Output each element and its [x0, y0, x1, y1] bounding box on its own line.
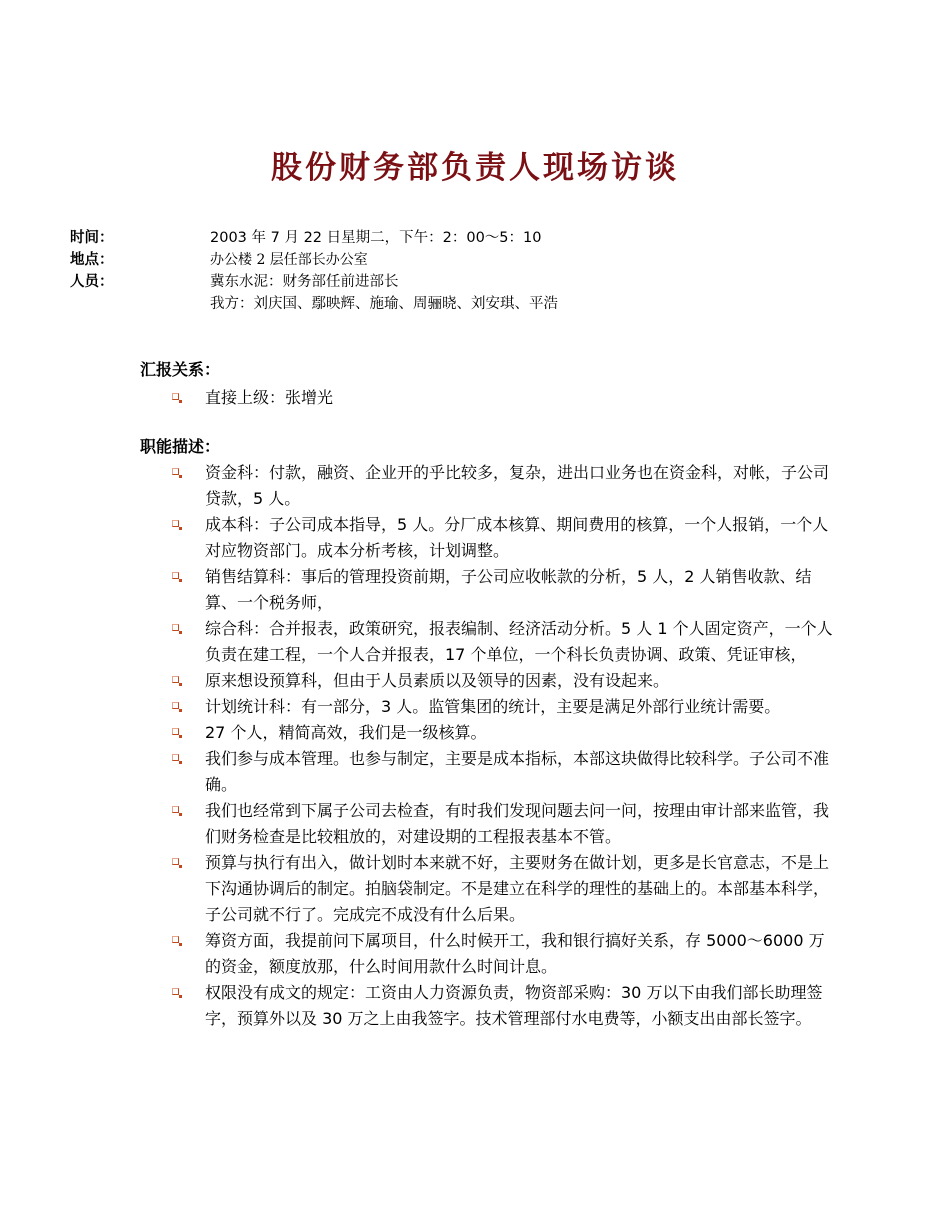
list-item-text: 综合科：合并报表，政策研究，报表编制、经济活动分析。5 人 1 个人固定资产，一个人负责在建工程，一个人合并报表，17 个单位，一个科长负责协调、政策、凭证审核， — [205, 619, 833, 664]
list-item-text: 资金科：付款，融资、企业开的乎比较多，复杂，进出口业务也在资金科，对帐，子公司贷款，5 人。 — [205, 463, 830, 508]
list-item-text: 计划统计科：有一部分，3 人。监管集团的统计，主要是满足外部行业统计需要。 — [205, 697, 781, 716]
list-item — [140, 850, 840, 928]
square-bullet-icon — [172, 702, 179, 709]
square-bullet-icon — [172, 728, 179, 735]
list-item — [140, 512, 840, 564]
square-bullet-icon — [172, 806, 179, 813]
list-item — [140, 746, 840, 798]
list-item-text: 成本科：子公司成本指导，5 人。分厂成本核算、期间费用的核算，一个人报销，一个人对应物资部门。成本分析考核，计划调整。 — [205, 515, 829, 560]
list-item — [140, 720, 840, 746]
list-item-text: 权限没有成文的规定：工资由人力资源负责，物资部采购：30 万以下由我们部长助理签字，预算外以及 30 万之上由我签字。技术管理部付水电费等，小额支出由部长签字。 — [205, 983, 823, 1028]
square-bullet-icon — [172, 858, 179, 865]
square-bullet-icon — [172, 676, 179, 683]
list-item — [140, 460, 840, 512]
square-bullet-icon — [172, 754, 179, 761]
list-item — [140, 694, 840, 720]
square-bullet-icon — [172, 572, 179, 579]
list-item-text: 预算与执行有出入，做计划时本来就不好，主要财务在做计划，更多是长官意志，不是上下沟通协调后的制定。拍脑袋制定。不是建立在科学的理性的基础上的。本部基本科学，子公司就不行了。完成完不成没有什么后果。 — [205, 853, 830, 924]
list-item — [140, 668, 840, 694]
square-bullet-icon — [172, 468, 179, 475]
list-item — [140, 385, 840, 411]
page-title: 股份财务部负责人现场访谈 — [271, 150, 679, 186]
people-value-team: 我方：刘庆国、鄢映辉、施瑜、周骊晓、刘安琪、平浩 — [210, 296, 558, 312]
place-label: 地点： — [70, 252, 114, 268]
square-bullet-icon — [172, 624, 179, 631]
list-item-text: 我们参与成本管理。也参与制定，主要是成本指标，本部这块做得比较科学。子公司不准确。 — [205, 749, 830, 794]
time-label: 时间： — [70, 230, 114, 246]
reporting-section — [140, 357, 840, 411]
list-item — [140, 928, 840, 980]
square-bullet-icon — [172, 393, 179, 400]
meta-row-people — [70, 271, 890, 293]
list-item-text: 27 个人，精简高效，我们是一级核算。 — [205, 723, 487, 742]
meta-row-place — [70, 249, 890, 271]
list-item-text: 筹资方面，我提前问下属项目，什么时候开工，我和银行搞好关系，存 5000～6000 万的资金，额度放那，什么时间用款什么时间计息。 — [205, 931, 825, 976]
square-bullet-icon — [172, 988, 179, 995]
time-value: 2003 年 7 月 22 日星期二，下午：2：00～5：10 — [210, 230, 542, 246]
meeting-info — [70, 227, 890, 315]
list-item-text: 销售结算科：事后的管理投资前期，子公司应收帐款的分析，5 人，2 人销售收款、结算、一个税务师， — [205, 567, 812, 612]
square-bullet-icon — [172, 936, 179, 943]
function-section — [140, 434, 840, 1032]
list-item-text: 原来想设预算科，但由于人员素质以及领导的因素，没有设起来。 — [205, 671, 670, 690]
reporting-list — [140, 385, 840, 411]
meta-row-people-2 — [70, 293, 890, 315]
list-item-text: 直接上级：张增光 — [205, 388, 334, 407]
function-heading: 职能描述： — [140, 437, 221, 456]
place-value: 办公楼 2 层任部长办公室 — [210, 252, 368, 268]
list-item — [140, 980, 840, 1032]
list-item-text: 我们也经常到下属子公司去检查，有时我们发现问题去问一问，按理由审计部来监管，我们财务检查是比较粗放的，对建设期的工程报表基本不管。 — [205, 801, 830, 846]
meta-row-time — [70, 227, 890, 249]
square-bullet-icon — [172, 520, 179, 527]
people-label: 人员： — [70, 274, 114, 290]
list-item — [140, 564, 840, 616]
list-item — [140, 616, 840, 668]
people-value-client: 冀东水泥：财务部任前进部长 — [210, 274, 399, 290]
reporting-heading: 汇报关系： — [140, 360, 221, 379]
function-list — [140, 460, 840, 1032]
list-item — [140, 798, 840, 850]
